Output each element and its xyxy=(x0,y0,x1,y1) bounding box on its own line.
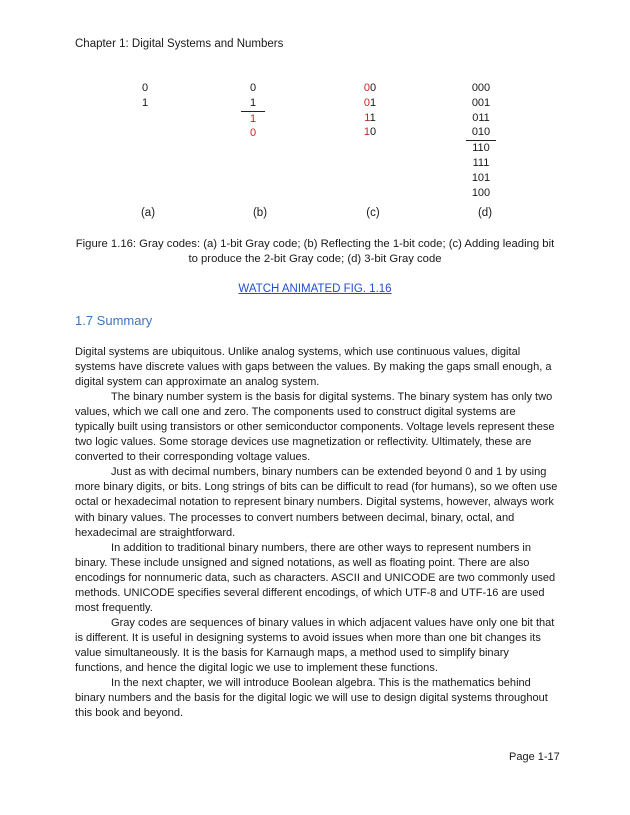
figure-caption xyxy=(70,237,560,267)
subfigure-label-d: (d) xyxy=(477,207,493,219)
subfigure-label-b: (b) xyxy=(252,207,268,219)
gray-code-entry: 0 xyxy=(141,82,149,94)
gray-code-entry: 1 xyxy=(141,96,149,109)
gray-code-entry: 00 xyxy=(363,82,377,94)
gray-code-column-d xyxy=(466,81,496,200)
gray-code-column-b xyxy=(241,81,265,141)
gray-code-entry: 10 xyxy=(363,126,377,139)
paragraph: Digital systems are ubiquitous. Unlike analog systems, which use continuous values, digital systems have discrete values with gaps between the values. By making the gaps small enough, a digital system can approximate an analog system. xyxy=(75,346,552,389)
figure-caption-line: to produce the 2-bit Gray code; (d) 3-bit Gray code xyxy=(188,253,442,265)
gray-code-column-a xyxy=(135,81,155,111)
figure-caption-line: Figure 1.16: Gray codes: (a) 1-bit Gray code; (b) Reflecting the 1-bit code; (c) Adding leading bit xyxy=(75,238,555,250)
paragraph: Just as with decimal numbers, binary numbers can be extended beyond 0 and 1 by using more binary digits, or bits. Long strings of bits can be difficult to read (for humans), so we often use octal or hexadecimal notation to represent binary numbers. Digital systems, however, always work with binary values. The processes to convert numbers between decimal, binary, octal, and hexadecimal are straightforward. xyxy=(75,466,558,539)
gray-code-entry: 011 xyxy=(472,111,490,124)
gray-code-entry: 0 xyxy=(249,127,257,140)
paragraph: Gray codes are sequences of binary values in which adjacent values have only one bit that is different. It is useful in designing systems to avoid issues when more than one bit changes its value simultaneously. It is the basis for Karnaugh maps, a method used to simplify binary functions, and hence the digital logic we use to implement these functions. xyxy=(75,616,555,674)
gray-code-entry: 111 xyxy=(472,156,490,169)
gray-code-entry: 11 xyxy=(364,111,376,124)
gray-code-column-c xyxy=(358,81,382,140)
watch-animation-link[interactable]: WATCH ANIMATED FIG. 1.16 xyxy=(238,283,392,295)
section-heading: 1.7 Summary xyxy=(75,313,153,328)
gray-code-entry: 100 xyxy=(471,186,491,199)
subfigure-label-c: (c) xyxy=(366,207,380,219)
gray-code-entry: 000 xyxy=(471,82,491,94)
gray-code-entry: 1 xyxy=(241,96,265,112)
paragraph: In addition to traditional binary numbers, there are other ways to represent numbers in binary. These include unsigned and signed notations, as well as floating point. There are also encodings for nonnumeric data, such as characters. ASCII and UNICODE are two commonly used methods. UNICODE specifies several different encodings, of which UTF-8 and UTF-16 are used most frequently. xyxy=(75,541,556,614)
gray-code-entry: 010 xyxy=(466,125,496,141)
gray-code-entry: 110 xyxy=(472,142,490,155)
paragraph: In the next chapter, we will introduce Boolean algebra. This is the mathematics behind binary numbers and the basis for the digital logic we will use to design digital systems throughout this book and beyond. xyxy=(75,677,548,720)
gray-code-entry: 101 xyxy=(471,171,491,184)
gray-code-figure xyxy=(0,81,630,226)
page-number: Page 1-17 xyxy=(509,751,560,763)
body-text xyxy=(75,345,558,721)
gray-code-entry: 001 xyxy=(471,96,491,109)
gray-code-entry: 1 xyxy=(249,112,257,125)
subfigure-label-a: (a) xyxy=(140,207,156,219)
gray-code-entry: 0 xyxy=(249,82,257,94)
paragraph: The binary number system is the basis for digital systems. The binary system has only two values, which we call one and zero. The components used to construct digital systems are typically built using transistors or other semiconductor components. Voltage levels represent these two logic values. Some storage devices use magnetization or reflectivity. Ultimately, these are converted to their corresponding voltage values. xyxy=(75,391,555,464)
gray-code-entry: 01 xyxy=(363,96,377,109)
chapter-header: Chapter 1: Digital Systems and Numbers xyxy=(75,38,284,50)
